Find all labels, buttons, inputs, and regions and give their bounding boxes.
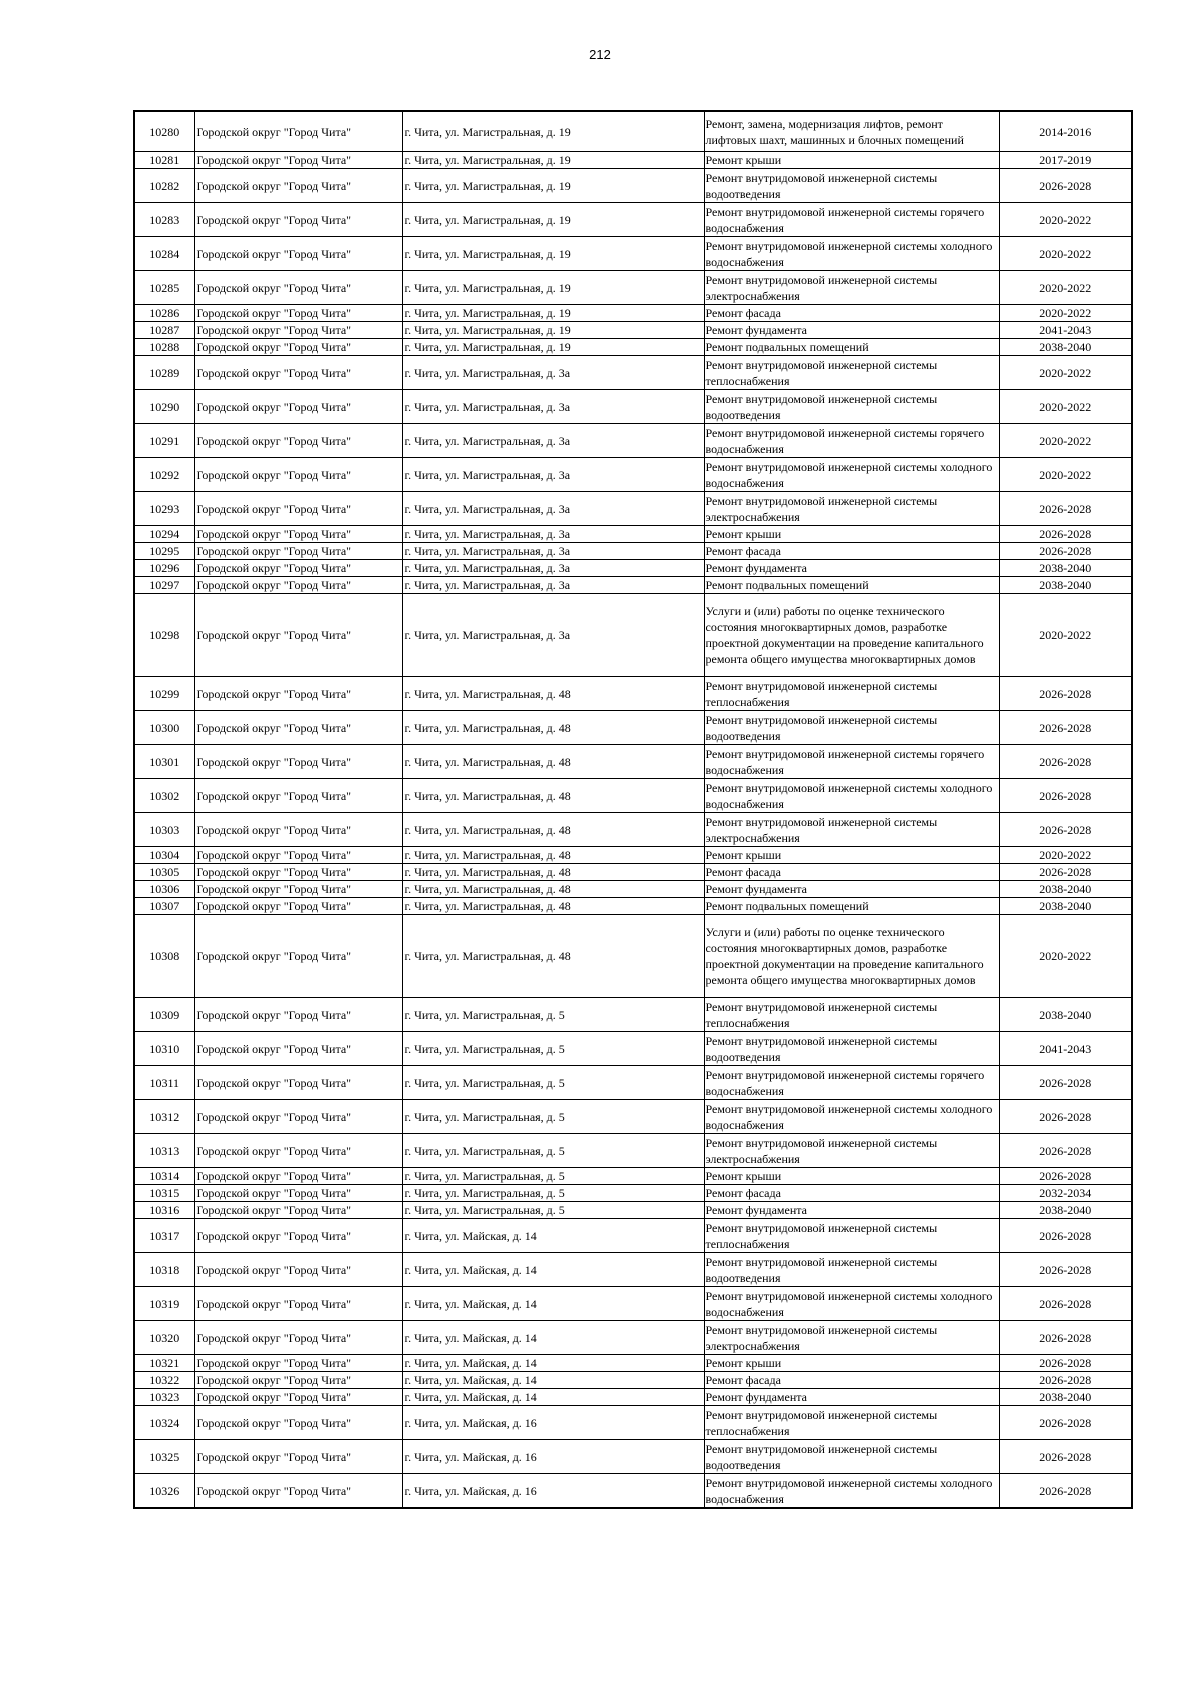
years-cell: 2020-2022 — [999, 594, 1132, 677]
row-number-cell: 10298 — [134, 594, 194, 677]
work-type-cell: Ремонт внутридомовой инженерной системы электроснабжения — [704, 271, 999, 305]
row-number-cell: 10307 — [134, 898, 194, 915]
work-type-cell: Ремонт внутридомовой инженерной системы холодного водоснабжения — [704, 237, 999, 271]
table-row — [134, 711, 1132, 745]
district-cell: Городской округ "Город Чита" — [194, 339, 402, 356]
row-number-cell: 10291 — [134, 424, 194, 458]
table-row — [134, 1202, 1132, 1219]
table-row — [134, 1100, 1132, 1134]
years-cell: 2026-2028 — [999, 677, 1132, 711]
work-type-cell: Ремонт внутридомовой инженерной системы теплоснабжения — [704, 356, 999, 390]
address-cell: г. Чита, ул. Магистральная, д. 19 — [402, 305, 704, 322]
row-number-cell: 10310 — [134, 1032, 194, 1066]
work-type-cell: Ремонт фундамента — [704, 881, 999, 898]
years-cell: 2026-2028 — [999, 1168, 1132, 1185]
district-cell: Городской округ "Город Чита" — [194, 1355, 402, 1372]
row-number-cell: 10285 — [134, 271, 194, 305]
address-cell: г. Чита, ул. Майская, д. 14 — [402, 1287, 704, 1321]
work-type-cell: Ремонт фундамента — [704, 322, 999, 339]
address-cell: г. Чита, ул. Магистральная, д. 5 — [402, 998, 704, 1032]
row-number-cell: 10309 — [134, 998, 194, 1032]
work-type-cell: Ремонт внутридомовой инженерной системы водоотведения — [704, 1032, 999, 1066]
years-cell: 2026-2028 — [999, 813, 1132, 847]
years-cell: 2026-2028 — [999, 1355, 1132, 1372]
address-cell: г. Чита, ул. Магистральная, д. 3а — [402, 594, 704, 677]
district-cell: Городской округ "Город Чита" — [194, 1202, 402, 1219]
row-number-cell: 10286 — [134, 305, 194, 322]
years-cell: 2038-2040 — [999, 339, 1132, 356]
repair-schedule-table — [133, 110, 1133, 1509]
years-cell: 2026-2028 — [999, 543, 1132, 560]
address-cell: г. Чита, ул. Магистральная, д. 48 — [402, 898, 704, 915]
work-type-cell: Ремонт подвальных помещений — [704, 898, 999, 915]
table-row — [134, 998, 1132, 1032]
row-number-cell: 10294 — [134, 526, 194, 543]
years-cell: 2041-2043 — [999, 1032, 1132, 1066]
address-cell: г. Чита, ул. Майская, д. 16 — [402, 1440, 704, 1474]
years-cell: 2020-2022 — [999, 390, 1132, 424]
table-row — [134, 864, 1132, 881]
row-number-cell: 10320 — [134, 1321, 194, 1355]
work-type-cell: Ремонт внутридомовой инженерной системы электроснабжения — [704, 813, 999, 847]
work-type-cell: Ремонт внутридомовой инженерной системы теплоснабжения — [704, 998, 999, 1032]
work-type-cell: Ремонт внутридомовой инженерной системы электроснабжения — [704, 1321, 999, 1355]
table-row — [134, 111, 1132, 152]
years-cell: 2032-2034 — [999, 1185, 1132, 1202]
address-cell: г. Чита, ул. Магистральная, д. 48 — [402, 881, 704, 898]
district-cell: Городской округ "Город Чита" — [194, 813, 402, 847]
years-cell: 2026-2028 — [999, 1134, 1132, 1168]
table-row — [134, 1134, 1132, 1168]
work-type-cell: Ремонт крыши — [704, 152, 999, 169]
row-number-cell: 10323 — [134, 1389, 194, 1406]
years-cell: 2026-2028 — [999, 492, 1132, 526]
row-number-cell: 10305 — [134, 864, 194, 881]
years-cell: 2038-2040 — [999, 560, 1132, 577]
work-type-cell: Ремонт, замена, модернизация лифтов, ремонт лифтовых шахт, машинных и блочных помещений — [704, 111, 999, 152]
years-cell: 2020-2022 — [999, 203, 1132, 237]
table-body — [134, 111, 1132, 1508]
years-cell: 2026-2028 — [999, 1287, 1132, 1321]
table-row — [134, 677, 1132, 711]
work-type-cell: Ремонт внутридомовой инженерной системы холодного водоснабжения — [704, 458, 999, 492]
table-row — [134, 745, 1132, 779]
district-cell: Городской округ "Город Чита" — [194, 915, 402, 998]
work-type-cell: Услуги и (или) работы по оценке технического состояния многоквартирных домов, разработке проектной документации на проведение капитального ремонта общего имущества многоквартирных домов — [704, 594, 999, 677]
row-number-cell: 10284 — [134, 237, 194, 271]
row-number-cell: 10326 — [134, 1474, 194, 1509]
address-cell: г. Чита, ул. Магистральная, д. 5 — [402, 1032, 704, 1066]
address-cell: г. Чита, ул. Магистральная, д. 5 — [402, 1202, 704, 1219]
district-cell: Городской округ "Город Чита" — [194, 1185, 402, 1202]
row-number-cell: 10296 — [134, 560, 194, 577]
address-cell: г. Чита, ул. Магистральная, д. 19 — [402, 322, 704, 339]
district-cell: Городской округ "Город Чита" — [194, 111, 402, 152]
table-row — [134, 1066, 1132, 1100]
district-cell: Городской округ "Город Чита" — [194, 356, 402, 390]
district-cell: Городской округ "Город Чита" — [194, 1474, 402, 1509]
work-type-cell: Ремонт внутридомовой инженерной системы горячего водоснабжения — [704, 424, 999, 458]
row-number-cell: 10299 — [134, 677, 194, 711]
address-cell: г. Чита, ул. Магистральная, д. 3а — [402, 577, 704, 594]
work-type-cell: Ремонт внутридомовой инженерной системы теплоснабжения — [704, 1219, 999, 1253]
years-cell: 2026-2028 — [999, 169, 1132, 203]
address-cell: г. Чита, ул. Магистральная, д. 48 — [402, 745, 704, 779]
table-row — [134, 237, 1132, 271]
district-cell: Городской округ "Город Чита" — [194, 237, 402, 271]
page-number: 212 — [589, 47, 611, 62]
address-cell: г. Чита, ул. Магистральная, д. 48 — [402, 864, 704, 881]
table-row — [134, 424, 1132, 458]
work-type-cell: Ремонт крыши — [704, 847, 999, 864]
years-cell: 2020-2022 — [999, 305, 1132, 322]
district-cell: Городской округ "Город Чита" — [194, 864, 402, 881]
district-cell: Городской округ "Город Чита" — [194, 492, 402, 526]
years-cell: 2038-2040 — [999, 1202, 1132, 1219]
address-cell: г. Чита, ул. Магистральная, д. 3а — [402, 492, 704, 526]
address-cell: г. Чита, ул. Магистральная, д. 19 — [402, 237, 704, 271]
row-number-cell: 10301 — [134, 745, 194, 779]
table-row — [134, 1355, 1132, 1372]
row-number-cell: 10304 — [134, 847, 194, 864]
row-number-cell: 10312 — [134, 1100, 194, 1134]
table-row — [134, 1406, 1132, 1440]
row-number-cell: 10324 — [134, 1406, 194, 1440]
years-cell: 2038-2040 — [999, 577, 1132, 594]
district-cell: Городской округ "Город Чита" — [194, 305, 402, 322]
district-cell: Городской округ "Город Чита" — [194, 152, 402, 169]
district-cell: Городской округ "Город Чита" — [194, 203, 402, 237]
district-cell: Городской округ "Город Чита" — [194, 1100, 402, 1134]
district-cell: Городской округ "Город Чита" — [194, 1032, 402, 1066]
district-cell: Городской округ "Город Чита" — [194, 1066, 402, 1100]
years-cell: 2038-2040 — [999, 1389, 1132, 1406]
address-cell: г. Чита, ул. Магистральная, д. 3а — [402, 526, 704, 543]
address-cell: г. Чита, ул. Магистральная, д. 19 — [402, 339, 704, 356]
row-number-cell: 10319 — [134, 1287, 194, 1321]
row-number-cell: 10313 — [134, 1134, 194, 1168]
address-cell: г. Чита, ул. Магистральная, д. 48 — [402, 711, 704, 745]
row-number-cell: 10295 — [134, 543, 194, 560]
work-type-cell: Ремонт подвальных помещений — [704, 339, 999, 356]
table-row — [134, 152, 1132, 169]
work-type-cell: Ремонт внутридомовой инженерной системы холодного водоснабжения — [704, 1100, 999, 1134]
row-number-cell: 10303 — [134, 813, 194, 847]
row-number-cell: 10306 — [134, 881, 194, 898]
years-cell: 2026-2028 — [999, 711, 1132, 745]
address-cell: г. Чита, ул. Магистральная, д. 5 — [402, 1134, 704, 1168]
district-cell: Городской округ "Город Чита" — [194, 998, 402, 1032]
address-cell: г. Чита, ул. Майская, д. 14 — [402, 1219, 704, 1253]
table-row — [134, 339, 1132, 356]
table-row — [134, 356, 1132, 390]
years-cell: 2020-2022 — [999, 356, 1132, 390]
work-type-cell: Ремонт внутридомовой инженерной системы водоотведения — [704, 711, 999, 745]
table-row — [134, 1321, 1132, 1355]
row-number-cell: 10292 — [134, 458, 194, 492]
address-cell: г. Чита, ул. Магистральная, д. 5 — [402, 1168, 704, 1185]
work-type-cell: Ремонт крыши — [704, 1355, 999, 1372]
work-type-cell: Ремонт внутридомовой инженерной системы горячего водоснабжения — [704, 1066, 999, 1100]
years-cell: 2038-2040 — [999, 998, 1132, 1032]
district-cell: Городской округ "Город Чита" — [194, 560, 402, 577]
district-cell: Городской округ "Город Чита" — [194, 322, 402, 339]
years-cell: 2026-2028 — [999, 1406, 1132, 1440]
table-row — [134, 779, 1132, 813]
row-number-cell: 10321 — [134, 1355, 194, 1372]
work-type-cell: Ремонт внутридомовой инженерной системы электроснабжения — [704, 492, 999, 526]
table-row — [134, 203, 1132, 237]
years-cell: 2026-2028 — [999, 1474, 1132, 1509]
years-cell: 2020-2022 — [999, 847, 1132, 864]
table-row — [134, 847, 1132, 864]
years-cell: 2020-2022 — [999, 458, 1132, 492]
address-cell: г. Чита, ул. Магистральная, д. 3а — [402, 543, 704, 560]
years-cell: 2038-2040 — [999, 898, 1132, 915]
work-type-cell: Ремонт фасада — [704, 1372, 999, 1389]
row-number-cell: 10280 — [134, 111, 194, 152]
district-cell: Городской округ "Город Чита" — [194, 594, 402, 677]
district-cell: Городской округ "Город Чита" — [194, 458, 402, 492]
years-cell: 2020-2022 — [999, 915, 1132, 998]
table-row — [134, 1372, 1132, 1389]
district-cell: Городской округ "Город Чита" — [194, 543, 402, 560]
table-row — [134, 915, 1132, 998]
work-type-cell: Ремонт фасада — [704, 864, 999, 881]
address-cell: г. Чита, ул. Майская, д. 14 — [402, 1321, 704, 1355]
table-row — [134, 813, 1132, 847]
address-cell: г. Чита, ул. Магистральная, д. 19 — [402, 152, 704, 169]
row-number-cell: 10315 — [134, 1185, 194, 1202]
table-row — [134, 1032, 1132, 1066]
district-cell: Городской округ "Город Чита" — [194, 847, 402, 864]
row-number-cell: 10302 — [134, 779, 194, 813]
years-cell: 2026-2028 — [999, 864, 1132, 881]
district-cell: Городской округ "Город Чита" — [194, 1219, 402, 1253]
row-number-cell: 10282 — [134, 169, 194, 203]
row-number-cell: 10300 — [134, 711, 194, 745]
work-type-cell: Ремонт фундамента — [704, 1202, 999, 1219]
row-number-cell: 10317 — [134, 1219, 194, 1253]
table-row — [134, 390, 1132, 424]
table-row — [134, 1287, 1132, 1321]
district-cell: Городской округ "Город Чита" — [194, 898, 402, 915]
district-cell: Городской округ "Город Чита" — [194, 1406, 402, 1440]
table-row — [134, 577, 1132, 594]
address-cell: г. Чита, ул. Магистральная, д. 48 — [402, 779, 704, 813]
address-cell: г. Чита, ул. Магистральная, д. 48 — [402, 677, 704, 711]
work-type-cell: Ремонт крыши — [704, 526, 999, 543]
district-cell: Городской округ "Город Чита" — [194, 1440, 402, 1474]
table-row — [134, 1219, 1132, 1253]
address-cell: г. Чита, ул. Магистральная, д. 5 — [402, 1100, 704, 1134]
row-number-cell: 10287 — [134, 322, 194, 339]
table-row — [134, 526, 1132, 543]
years-cell: 2026-2028 — [999, 1219, 1132, 1253]
years-cell: 2020-2022 — [999, 237, 1132, 271]
years-cell: 2026-2028 — [999, 745, 1132, 779]
address-cell: г. Чита, ул. Магистральная, д. 3а — [402, 560, 704, 577]
address-cell: г. Чита, ул. Магистральная, д. 48 — [402, 915, 704, 998]
table-row — [134, 543, 1132, 560]
work-type-cell: Ремонт внутридомовой инженерной системы холодного водоснабжения — [704, 779, 999, 813]
address-cell: г. Чита, ул. Майская, д. 14 — [402, 1389, 704, 1406]
district-cell: Городской округ "Город Чита" — [194, 677, 402, 711]
row-number-cell: 10290 — [134, 390, 194, 424]
address-cell: г. Чита, ул. Магистральная, д. 19 — [402, 111, 704, 152]
work-type-cell: Ремонт фасада — [704, 543, 999, 560]
years-cell: 2020-2022 — [999, 424, 1132, 458]
years-cell: 2026-2028 — [999, 1440, 1132, 1474]
work-type-cell: Ремонт внутридомовой инженерной системы водоотведения — [704, 1253, 999, 1287]
row-number-cell: 10314 — [134, 1168, 194, 1185]
table-row — [134, 594, 1132, 677]
district-cell: Городской округ "Город Чита" — [194, 1253, 402, 1287]
table-row — [134, 898, 1132, 915]
years-cell: 2038-2040 — [999, 881, 1132, 898]
district-cell: Городской округ "Город Чита" — [194, 390, 402, 424]
row-number-cell: 10289 — [134, 356, 194, 390]
years-cell: 2026-2028 — [999, 526, 1132, 543]
district-cell: Городской округ "Город Чита" — [194, 169, 402, 203]
years-cell: 2026-2028 — [999, 1321, 1132, 1355]
address-cell: г. Чита, ул. Магистральная, д. 19 — [402, 169, 704, 203]
district-cell: Городской округ "Город Чита" — [194, 1389, 402, 1406]
address-cell: г. Чита, ул. Магистральная, д. 5 — [402, 1066, 704, 1100]
district-cell: Городской округ "Город Чита" — [194, 1372, 402, 1389]
work-type-cell: Ремонт внутридомовой инженерной системы холодного водоснабжения — [704, 1287, 999, 1321]
district-cell: Городской округ "Город Чита" — [194, 1321, 402, 1355]
table-row — [134, 492, 1132, 526]
years-cell: 2026-2028 — [999, 1100, 1132, 1134]
work-type-cell: Ремонт внутридомовой инженерной системы горячего водоснабжения — [704, 203, 999, 237]
district-cell: Городской округ "Город Чита" — [194, 711, 402, 745]
address-cell: г. Чита, ул. Майская, д. 16 — [402, 1474, 704, 1509]
district-cell: Городской округ "Город Чита" — [194, 881, 402, 898]
work-type-cell: Ремонт внутридомовой инженерной системы теплоснабжения — [704, 677, 999, 711]
table-row — [134, 881, 1132, 898]
table-row — [134, 169, 1132, 203]
work-type-cell: Ремонт внутридомовой инженерной системы горячего водоснабжения — [704, 745, 999, 779]
address-cell: г. Чита, ул. Магистральная, д. 3а — [402, 424, 704, 458]
district-cell: Городской округ "Город Чита" — [194, 424, 402, 458]
address-cell: г. Чита, ул. Майская, д. 14 — [402, 1355, 704, 1372]
work-type-cell: Услуги и (или) работы по оценке технического состояния многоквартирных домов, разработке проектной документации на проведение капитального ремонта общего имущества многоквартирных домов — [704, 915, 999, 998]
table-row — [134, 271, 1132, 305]
years-cell: 2026-2028 — [999, 779, 1132, 813]
row-number-cell: 10297 — [134, 577, 194, 594]
address-cell: г. Чита, ул. Магистральная, д. 19 — [402, 203, 704, 237]
address-cell: г. Чита, ул. Майская, д. 16 — [402, 1406, 704, 1440]
work-type-cell: Ремонт фундамента — [704, 1389, 999, 1406]
work-type-cell: Ремонт фасада — [704, 305, 999, 322]
table-row — [134, 1253, 1132, 1287]
district-cell: Городской округ "Город Чита" — [194, 1168, 402, 1185]
table-row — [134, 1440, 1132, 1474]
address-cell: г. Чита, ул. Магистральная, д. 3а — [402, 390, 704, 424]
years-cell: 2026-2028 — [999, 1372, 1132, 1389]
district-cell: Городской округ "Город Чита" — [194, 1287, 402, 1321]
address-cell: г. Чита, ул. Магистральная, д. 48 — [402, 813, 704, 847]
table-row — [134, 322, 1132, 339]
row-number-cell: 10311 — [134, 1066, 194, 1100]
years-cell: 2026-2028 — [999, 1066, 1132, 1100]
address-cell: г. Чита, ул. Майская, д. 14 — [402, 1253, 704, 1287]
district-cell: Городской округ "Город Чита" — [194, 745, 402, 779]
work-type-cell: Ремонт внутридомовой инженерной системы холодного водоснабжения — [704, 1474, 999, 1509]
work-type-cell: Ремонт фундамента — [704, 560, 999, 577]
work-type-cell: Ремонт внутридомовой инженерной системы теплоснабжения — [704, 1406, 999, 1440]
years-cell: 2017-2019 — [999, 152, 1132, 169]
district-cell: Городской округ "Город Чита" — [194, 271, 402, 305]
row-number-cell: 10283 — [134, 203, 194, 237]
district-cell: Городской округ "Город Чита" — [194, 577, 402, 594]
work-type-cell: Ремонт внутридомовой инженерной системы электроснабжения — [704, 1134, 999, 1168]
district-cell: Городской округ "Город Чита" — [194, 779, 402, 813]
years-cell: 2020-2022 — [999, 271, 1132, 305]
row-number-cell: 10318 — [134, 1253, 194, 1287]
address-cell: г. Чита, ул. Магистральная, д. 3а — [402, 458, 704, 492]
table-row — [134, 1389, 1132, 1406]
years-cell: 2014-2016 — [999, 111, 1132, 152]
row-number-cell: 10308 — [134, 915, 194, 998]
table-row — [134, 305, 1132, 322]
years-cell: 2041-2043 — [999, 322, 1132, 339]
work-type-cell: Ремонт фасада — [704, 1185, 999, 1202]
years-cell: 2026-2028 — [999, 1253, 1132, 1287]
table-row — [134, 458, 1132, 492]
row-number-cell: 10325 — [134, 1440, 194, 1474]
district-cell: Городской округ "Город Чита" — [194, 1134, 402, 1168]
district-cell: Городской округ "Город Чита" — [194, 526, 402, 543]
table-row — [134, 1168, 1132, 1185]
work-type-cell: Ремонт внутридомовой инженерной системы водоотведения — [704, 390, 999, 424]
row-number-cell: 10281 — [134, 152, 194, 169]
table-row — [134, 1474, 1132, 1509]
work-type-cell: Ремонт крыши — [704, 1168, 999, 1185]
address-cell: г. Чита, ул. Майская, д. 14 — [402, 1372, 704, 1389]
row-number-cell: 10293 — [134, 492, 194, 526]
table-row — [134, 1185, 1132, 1202]
address-cell: г. Чита, ул. Магистральная, д. 3а — [402, 356, 704, 390]
address-cell: г. Чита, ул. Магистральная, д. 19 — [402, 271, 704, 305]
work-type-cell: Ремонт внутридомовой инженерной системы водоотведения — [704, 1440, 999, 1474]
address-cell: г. Чита, ул. Магистральная, д. 48 — [402, 847, 704, 864]
work-type-cell: Ремонт внутридомовой инженерной системы водоотведения — [704, 169, 999, 203]
address-cell: г. Чита, ул. Магистральная, д. 5 — [402, 1185, 704, 1202]
work-type-cell: Ремонт подвальных помещений — [704, 577, 999, 594]
row-number-cell: 10322 — [134, 1372, 194, 1389]
row-number-cell: 10316 — [134, 1202, 194, 1219]
table-row — [134, 560, 1132, 577]
row-number-cell: 10288 — [134, 339, 194, 356]
